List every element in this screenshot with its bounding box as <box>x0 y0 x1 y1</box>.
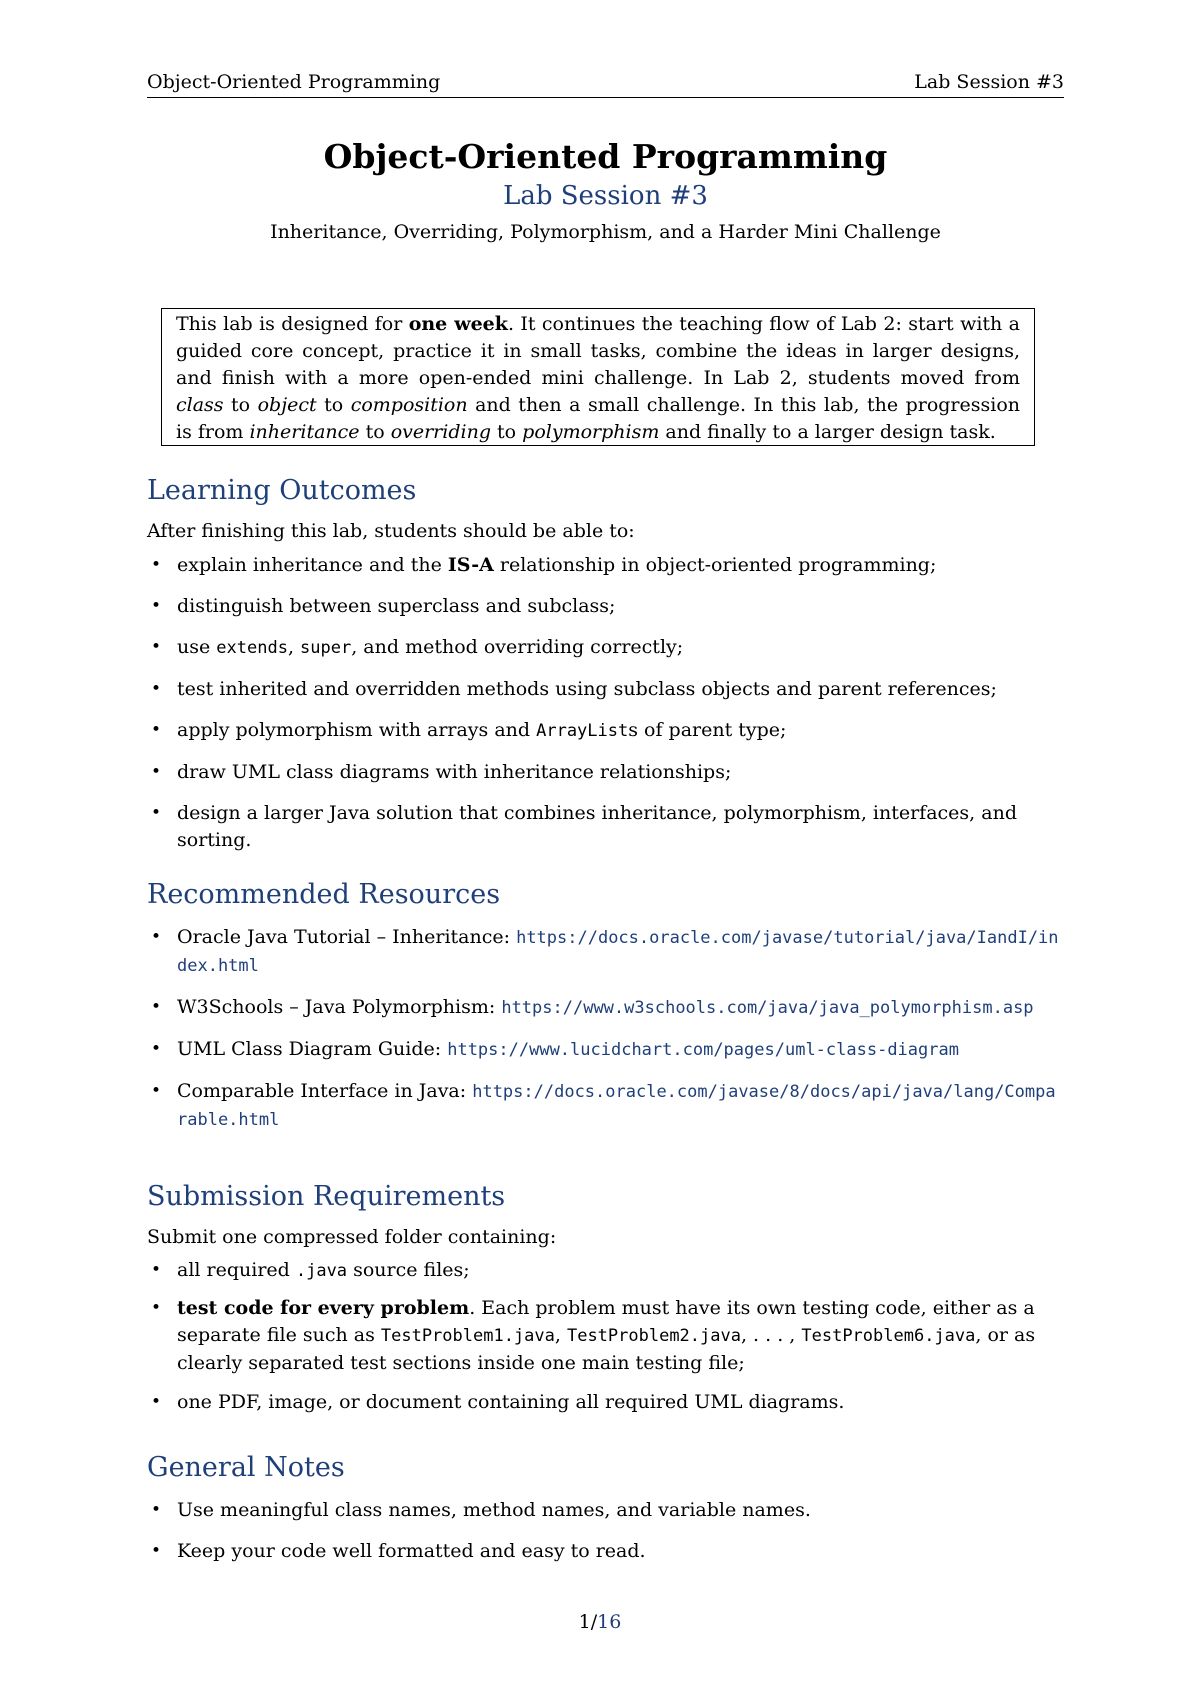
notes-list <box>147 1497 1064 1565</box>
running-header <box>147 71 1064 98</box>
list-item: • all required .java source files; <box>147 1257 1064 1285</box>
resources-list <box>147 924 1064 1134</box>
header-course: Object-Oriented Programming <box>147 71 441 93</box>
page-number: 1/16 <box>578 1611 622 1633</box>
list-item: • one PDF, image, or document containing all required UML diagrams. <box>147 1389 1064 1416</box>
list-item: • UML Class Diagram Guide: https://www.lucidchart.com/pages/uml-class-diagram <box>147 1036 1064 1064</box>
list-item: • Comparable Interface in Java: https://docs.oracle.com/javase/8/docs/api/java/lang/Comparable.html <box>147 1078 1064 1134</box>
intro-box: This lab is designed for one week. It continues the teaching flow of Lab 2: start with a guided core concept, practice it in small tasks, combine the ideas in larger designs, and finish with a more open-ended mini challenge. In Lab 2, students moved from class to object to composition and then a small challenge. In this lab, the progression is from inheritance to overriding to polymorphism and finally to a larger design task. <box>161 308 1035 446</box>
list-item: • distinguish between superclass and subclass; <box>147 593 1064 620</box>
list-item: • Keep your code well formatted and easy to read. <box>147 1538 1064 1565</box>
resource-link-lucidchart[interactable]: https://www.lucidchart.com/pages/uml-class-diagram <box>447 1040 959 1060</box>
list-item: • Oracle Java Tutorial – Inheritance: https://docs.oracle.com/javase/tutorial/java/IandI/index.html <box>147 924 1064 980</box>
list-item: • W3Schools – Java Polymorphism: https://www.w3schools.com/java/java_polymorphism.asp <box>147 994 1064 1022</box>
list-item: • design a larger Java solution that combines inheritance, polymorphism, interfaces, and sorting. <box>147 800 1064 854</box>
resource-link-oracle-inheritance[interactable]: https://docs.oracle.com/javase/tutorial/java/IandI/index.html <box>177 928 1059 976</box>
resource-link-w3schools[interactable]: https://www.w3schools.com/java/java_polymorphism.asp <box>501 998 1034 1018</box>
header-session: Lab Session #3 <box>914 71 1064 93</box>
list-item: • Use meaningful class names, method names, and variable names. <box>147 1497 1064 1524</box>
list-item: • draw UML class diagrams with inheritance relationships; <box>147 759 1064 786</box>
document-title: Object-Oriented Programming <box>323 137 888 176</box>
list-item: • apply polymorphism with arrays and ArrayLists of parent type; <box>147 717 1064 745</box>
section-heading-resources: Recommended Resources <box>147 879 501 910</box>
document-topic: Inheritance, Overriding, Polymorphism, and a Harder Mini Challenge <box>270 221 941 243</box>
submission-lead: Submit one compressed folder containing: <box>147 1226 557 1248</box>
submission-list <box>147 1257 1064 1416</box>
learning-outcomes-list <box>147 552 1064 854</box>
resource-link-comparable[interactable]: https://docs.oracle.com/javase/8/docs/api/java/lang/Comparable.html <box>177 1082 1056 1130</box>
list-item: • use extends, super, and method overriding correctly; <box>147 634 1064 662</box>
section-heading-learning-outcomes: Learning Outcomes <box>147 475 417 506</box>
list-item: • explain inheritance and the IS-A relationship in object-oriented programming; <box>147 552 1064 579</box>
list-item: • test code for every problem. Each problem must have its own testing code, either as a separate file such as TestProblem1.java, TestProblem2.java, . . . , TestProblem6.java, or as clearly separated test sections inside one main testing file; <box>147 1295 1064 1377</box>
list-item: • test inherited and overridden methods using subclass objects and parent references; <box>147 676 1064 703</box>
section-heading-submission: Submission Requirements <box>147 1181 506 1212</box>
learning-lead: After finishing this lab, students should be able to: <box>147 520 635 542</box>
document-subtitle: Lab Session #3 <box>503 181 708 211</box>
section-heading-general-notes: General Notes <box>147 1452 345 1483</box>
